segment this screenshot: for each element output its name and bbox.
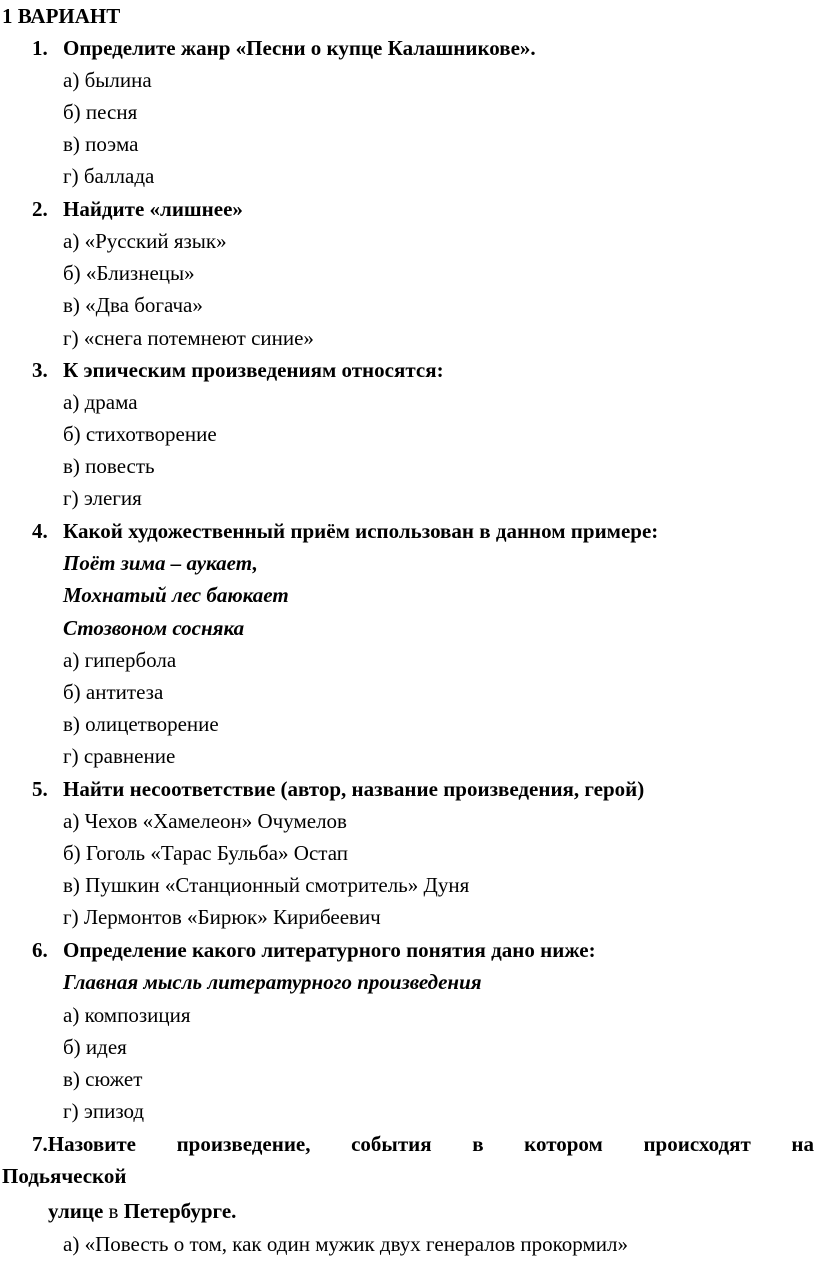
answer-option: б) антитеза xyxy=(63,680,164,704)
answer-option: а) драма xyxy=(63,390,138,414)
question-number: 4. xyxy=(32,519,48,543)
answer-option: а) композиция xyxy=(63,1003,191,1027)
answer-option: а) былина xyxy=(63,68,152,92)
answer-option: в) сюжет xyxy=(63,1067,143,1091)
quote-line: Главная мысль литературного произведения xyxy=(63,970,482,994)
question-number: 5. xyxy=(32,777,48,801)
question-text: Найти несоответствие (автор, название произведения, герой) xyxy=(63,777,645,801)
answer-option: б) стихотворение xyxy=(63,422,217,446)
question-number: 3. xyxy=(32,358,48,382)
quote-line: Поёт зима – аукает, xyxy=(63,551,258,575)
question-number: 2. xyxy=(32,197,48,221)
answer-option: г) элегия xyxy=(63,486,142,510)
answer-option: в) олицетворение xyxy=(63,712,219,736)
question-text: К эпическим произведениям относятся: xyxy=(63,358,444,382)
question-text: Определение какого литературного понятия дано ниже: xyxy=(63,938,596,962)
plain-text: в xyxy=(103,1199,124,1223)
question-number: 6. xyxy=(32,938,48,962)
bold-text: улице xyxy=(48,1199,104,1223)
bold-text: Петербурге. xyxy=(123,1199,237,1223)
answer-option: б) «Близнецы» xyxy=(63,261,195,285)
answer-option: а) Чехов «Хамелеон» Очумелов xyxy=(63,809,347,833)
question-3 xyxy=(32,354,444,386)
question-text: Найдите «лишнее» xyxy=(63,197,243,221)
answer-option: г) баллада xyxy=(63,164,155,188)
question-1 xyxy=(32,32,536,64)
answer-option: г) Лермонтов «Бирюк» Кирибеевич xyxy=(63,905,381,929)
question-number: 1. xyxy=(32,36,48,60)
question-text: Какой художественный приём использован в данном примере: xyxy=(63,519,659,543)
question-7-continuation: Подьяческой xyxy=(2,1164,127,1188)
quote-line: Стозвоном сосняка xyxy=(63,616,245,640)
question-6 xyxy=(32,934,596,966)
answer-option: а) гипербола xyxy=(63,648,177,672)
answer-option: б) Гоголь «Тарас Бульба» Остап xyxy=(63,841,348,865)
answer-option: б) идея xyxy=(63,1035,127,1059)
answer-option: г) «снега потемнеют синие» xyxy=(63,326,314,350)
question-text: Определите жанр «Песни о купце Калашникове». xyxy=(63,36,536,60)
answer-option: а) «Русский язык» xyxy=(63,229,227,253)
answer-option: г) эпизод xyxy=(63,1099,145,1123)
answer-option: в) «Два богача» xyxy=(63,293,203,317)
answer-option: в) повесть xyxy=(63,454,155,478)
answer-option: г) сравнение xyxy=(63,744,176,768)
question-2 xyxy=(32,193,243,225)
question-7: 7.Назовите произведение, события в котором происходят на xyxy=(32,1132,814,1156)
answer-option: в) Пушкин «Станционный смотритель» Дуня xyxy=(63,873,470,897)
question-4 xyxy=(32,515,658,547)
answer-option: б) песня xyxy=(63,100,138,124)
answer-option: а) «Повесть о том, как один мужик двух генералов прокормил» xyxy=(63,1232,628,1256)
question-5 xyxy=(32,773,644,805)
answer-option: в) поэма xyxy=(63,132,139,156)
variant-title: 1 ВАРИАНТ xyxy=(2,4,121,28)
quote-line: Мохнатый лес баюкает xyxy=(63,583,289,607)
question-7-continuation xyxy=(48,1195,236,1227)
